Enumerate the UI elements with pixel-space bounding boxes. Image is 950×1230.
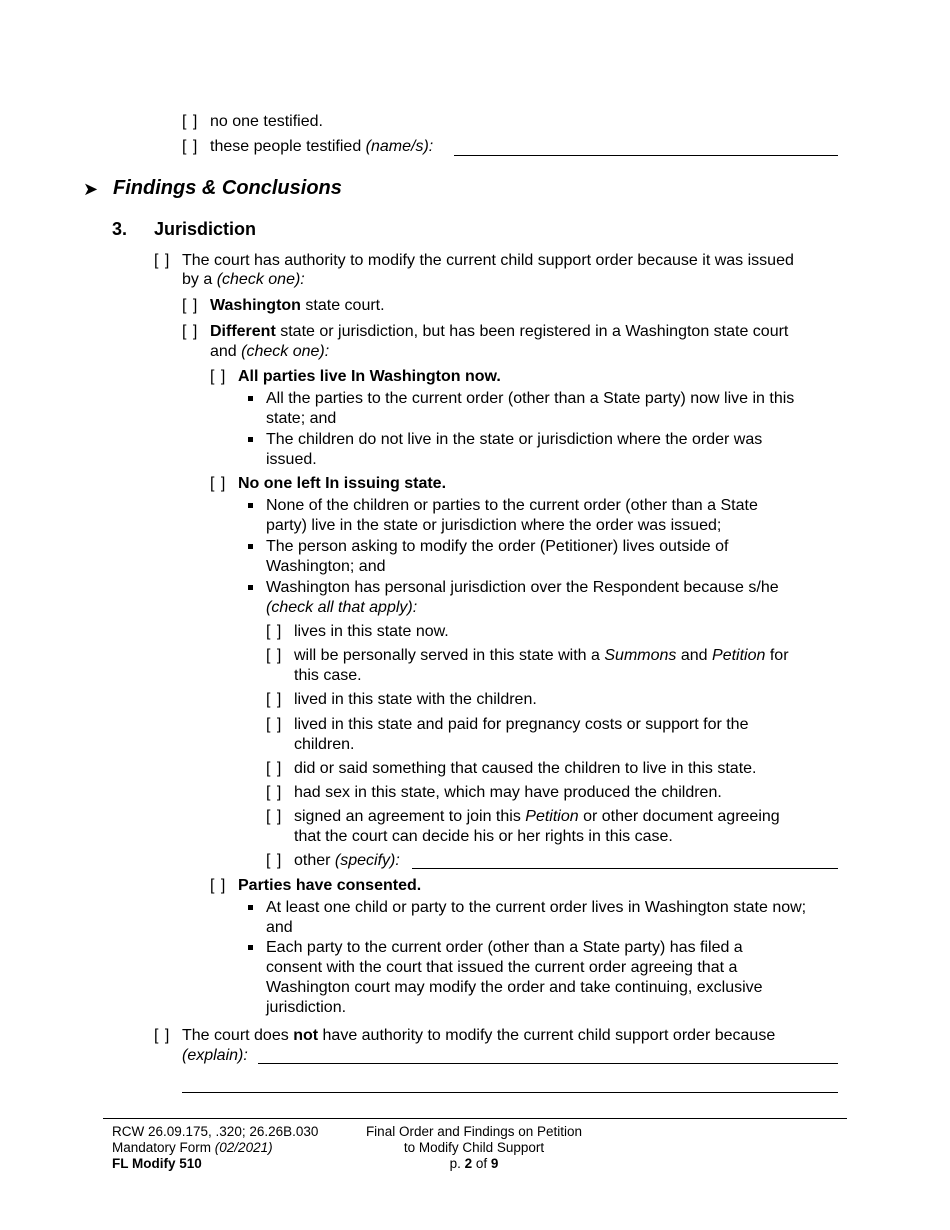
no-one-left-b3: Washington has personal jurisdiction over the Respondent because s/he [266,579,779,596]
checkbox-people-testified[interactable]: [ ] [182,138,199,155]
checkbox-signed-agreement[interactable]: [ ] [266,808,283,825]
bullet-icon [248,396,253,401]
paid-pregnancy-label-2: children. [294,736,355,753]
all-parties-b2-2: issued. [266,451,317,468]
consented-b2-2: consent with the court that issued the current order agreeing that a [266,959,738,976]
no-one-testified-label: no one testified. [210,113,323,130]
consented-b1-2: and [266,919,293,936]
testified-names-field[interactable] [454,155,838,156]
different-state-label-2: and (check one): [210,343,330,360]
checkbox-no-one-left[interactable]: [ ] [210,475,227,492]
checkbox-had-sex[interactable]: [ ] [266,784,283,801]
footer-divider [103,1118,847,1119]
consented-b2-4: jurisdiction. [266,999,347,1016]
footer-page-number: p. 2 of 9 [449,1156,499,1171]
checkbox-personally-served[interactable]: [ ] [266,647,283,664]
other-label: other (specify): [294,852,400,869]
footer-title: Final Order and Findings on Petition [365,1124,583,1139]
had-sex-label: had sex in this state, which may have produced the children. [294,784,722,801]
checkbox-caused-children[interactable]: [ ] [266,760,283,777]
checkbox-washington-court[interactable]: [ ] [182,297,199,314]
no-one-left-b2-2: Washington; and [266,558,386,575]
explain-field-2[interactable] [182,1092,838,1093]
section-number: 3. [112,219,128,239]
findings-header: Findings & Conclusions [113,177,342,199]
bullet-icon [248,585,253,590]
checkbox-no-one-testified[interactable]: [ ] [182,113,199,130]
no-authority-text: The court does not have authority to modify the current child support order because [182,1027,776,1044]
bullet-icon [248,503,253,508]
checkbox-all-parties[interactable]: [ ] [210,368,227,385]
authority-text-2: by a (check one): [182,271,305,288]
bullet-icon [248,945,253,950]
footer-form-id: FL Modify 510 [112,1156,202,1171]
checkbox-has-authority[interactable]: [ ] [154,252,171,269]
checkbox-paid-pregnancy[interactable]: [ ] [266,716,283,733]
explain-hint: (explain): [182,1047,248,1064]
footer-mandatory: Mandatory Form (02/2021) [112,1140,273,1155]
consented-b2: Each party to the current order (other than a State party) has filed a [266,939,743,956]
no-one-left-b2: The person asking to modify the order (Petitioner) lives outside of [266,538,729,555]
checkbox-different-state[interactable]: [ ] [182,323,199,340]
checkbox-lives-now[interactable]: [ ] [266,623,283,640]
bullet-icon [248,544,253,549]
checkbox-no-authority[interactable]: [ ] [154,1027,171,1044]
arrow-bullet-icon: ➤ [83,179,99,199]
paid-pregnancy-label: lived in this state and paid for pregnancy costs or support for the [294,716,749,733]
explain-field[interactable] [258,1063,838,1064]
checkbox-lived-with-children[interactable]: [ ] [266,691,283,708]
washington-court-label: Washington state court. [210,297,385,314]
all-parties-b1: All the parties to the current order (other than a State party) now live in this [266,390,795,407]
lived-with-children-label: lived in this state with the children. [294,691,537,708]
footer-rcw: RCW 26.09.175, .320; 26.26B.030 [112,1124,319,1139]
signed-agreement-label-2: that the court can decide his or her rights in this case. [294,828,673,845]
all-parties-b2: The children do not live in the state or jurisdiction where the order was [266,431,763,448]
no-one-left-b1: None of the children or parties to the current order (other than a State [266,497,758,514]
other-specify-field[interactable] [412,868,838,869]
checkbox-consented[interactable]: [ ] [210,877,227,894]
consented-title: Parties have consented. [238,877,422,894]
caused-children-label: did or said something that caused the children to live in this state. [294,760,757,777]
no-one-left-title: No one left In issuing state. [238,475,447,492]
no-one-left-b3-2: (check all that apply): [266,599,418,616]
consented-b2-3: Washington court may modify the order and take continuing, exclusive [266,979,763,996]
all-parties-title: All parties live In Washington now. [238,368,501,385]
checkbox-other[interactable]: [ ] [266,852,283,869]
bullet-icon [248,905,253,910]
all-parties-b1-2: state; and [266,410,337,427]
personally-served-label-2: this case. [294,667,362,684]
lives-now-label: lives in this state now. [294,623,449,640]
authority-text: The court has authority to modify the current child support order because it was issued [182,252,794,269]
personally-served-label: will be personally served in this state with a Summons and Petition for [294,647,789,664]
people-testified-label: these people testified (name/s): [210,138,434,155]
different-state-label: Different state or jurisdiction, but has been registered in a Washington state court [210,323,789,340]
footer-title-2: to Modify Child Support [403,1140,545,1155]
consented-b1: At least one child or party to the current order lives in Washington state now; [266,899,807,916]
signed-agreement-label: signed an agreement to join this Petition or other document agreeing [294,808,780,825]
no-one-left-b1-2: party) live in the state or jurisdiction where the order was issued; [266,517,722,534]
bullet-icon [248,437,253,442]
section-title: Jurisdiction [154,219,257,239]
